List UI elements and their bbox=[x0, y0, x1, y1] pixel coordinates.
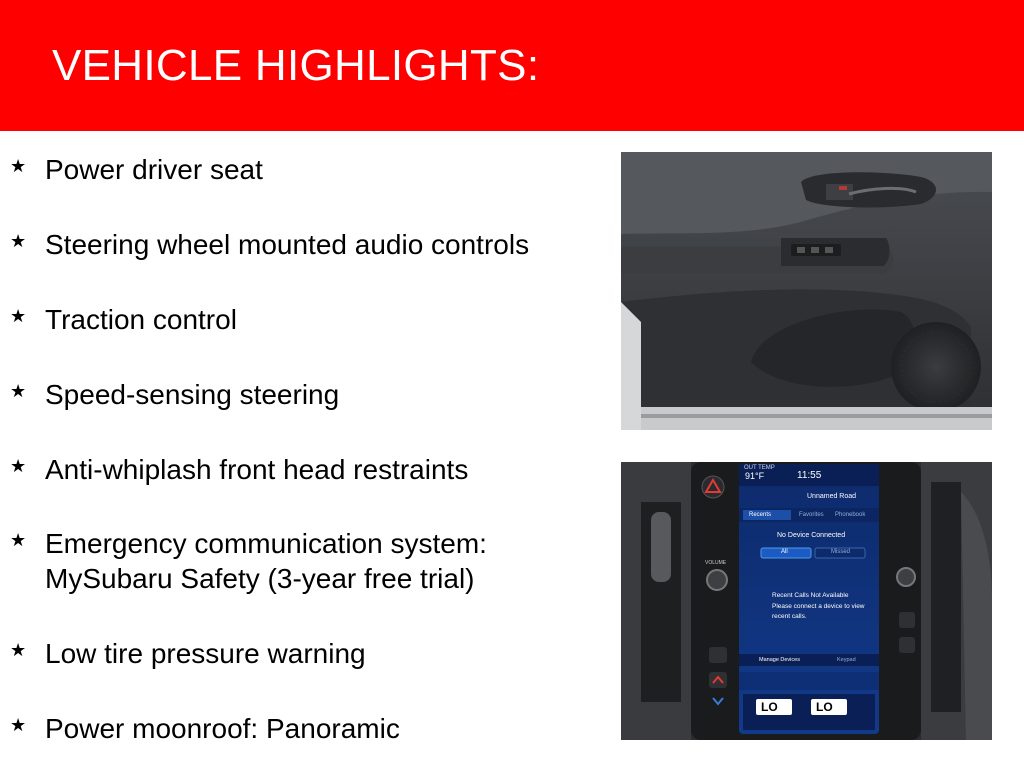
road-name: Unnamed Road bbox=[807, 493, 857, 500]
volume-label: VOLUME bbox=[705, 560, 727, 566]
page-title: VEHICLE HIGHLIGHTS: bbox=[52, 41, 540, 90]
list-item-text: Power moonroof: Panoramic bbox=[45, 713, 400, 744]
list-item-text: Power driver seat bbox=[45, 154, 263, 185]
clock: 11:55 bbox=[797, 470, 822, 481]
star-bullet-icon: ★ bbox=[10, 530, 27, 550]
star-bullet-icon: ★ bbox=[10, 715, 27, 735]
infotainment-photo bbox=[621, 462, 992, 740]
device-status: No Device Connected bbox=[777, 532, 846, 539]
star-bullet-icon: ★ bbox=[10, 306, 27, 326]
list-item-text: Steering wheel mounted audio controls bbox=[45, 229, 530, 260]
list-item-text: Speed-sensing steering bbox=[45, 379, 340, 410]
outside-temp: 91°F bbox=[745, 471, 765, 481]
outside-temp-label: OUT TEMP bbox=[744, 465, 775, 471]
keypad-button[interactable]: Keypad bbox=[837, 657, 856, 663]
filter-missed[interactable]: Missed bbox=[831, 549, 851, 555]
star-bullet-icon: ★ bbox=[10, 456, 27, 476]
list-item-text: Anti-whiplash front head restraints bbox=[45, 454, 469, 485]
tab-phonebook[interactable]: Phonebook bbox=[835, 512, 866, 518]
tab-favorites[interactable]: Favorites bbox=[799, 512, 824, 518]
climate-right-temp: LO bbox=[816, 700, 833, 714]
list-item-text: Traction control bbox=[45, 304, 237, 335]
message-body: Please connect a device to view recent calls. bbox=[772, 603, 865, 620]
star-bullet-icon: ★ bbox=[10, 640, 27, 660]
list-item-text: Low tire pressure warning bbox=[45, 638, 366, 669]
header-banner bbox=[0, 0, 1024, 131]
star-bullet-icon: ★ bbox=[10, 381, 27, 401]
manage-devices-button[interactable]: Manage Devices bbox=[759, 657, 800, 663]
star-bullet-icon: ★ bbox=[10, 156, 27, 176]
filter-all[interactable]: All bbox=[781, 549, 788, 555]
message-title: Recent Calls Not Available bbox=[772, 592, 849, 599]
tab-recents[interactable]: Recents bbox=[749, 512, 772, 518]
list-item-text: Emergency communication system: MySubaru Safety (3-year free trial) bbox=[45, 528, 487, 594]
climate-left-temp: LO bbox=[761, 700, 778, 714]
star-bullet-icon: ★ bbox=[10, 231, 27, 251]
door-panel-photo bbox=[621, 152, 992, 430]
